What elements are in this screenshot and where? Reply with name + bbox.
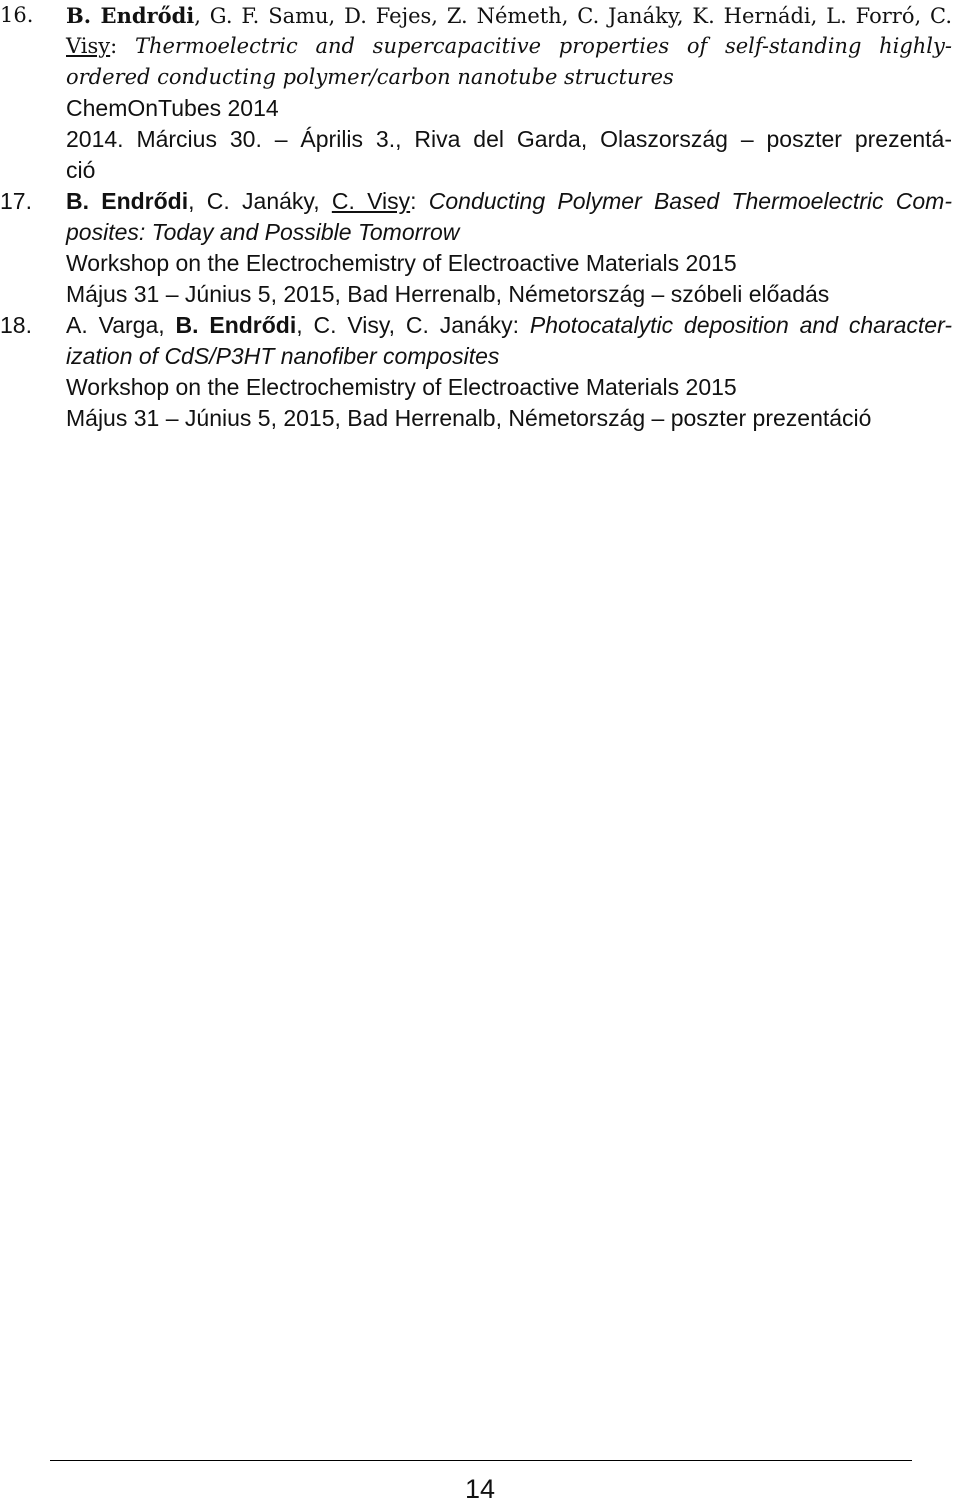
highlighted-author: B. Endrődi (175, 312, 297, 338)
conference-details: 2014. Március 30. – Április 3., Riva del Garda, Olaszország – poszter prezentá- (66, 126, 952, 152)
publication-entry-17 (0, 186, 960, 310)
entry-number: 16. (0, 3, 34, 27)
footer-rule (50, 1460, 912, 1461)
colon: : (410, 188, 429, 214)
entry-number: 17. (0, 188, 32, 214)
entry-title-continued (66, 62, 952, 93)
corresponding-author: C. Visy (331, 188, 411, 214)
entry-authors-line (66, 186, 952, 217)
publication-title-continued: ordered conducting polymer/carbon nanotube structures (66, 65, 674, 89)
publication-title: Thermoelectric and supercapacitive properties of self-standing highly- (134, 34, 952, 58)
conference-name: ChemOnTubes 2014 (66, 95, 279, 121)
co-authors: , G. F. Samu, D. Fejes, Z. Németh, C. Janáky, K. Hernádi, L. Forró, C. (194, 4, 952, 28)
page-number: 14 (464, 1474, 496, 1504)
conference-details: Május 31 – Június 5, 2015, Bad Herrenalb, Németország – szóbeli előadás (66, 281, 830, 307)
conference-name: Workshop on the Electrochemistry of Electroactive Materials 2015 (66, 374, 737, 400)
entry-number: 18. (0, 312, 32, 338)
publication-list (0, 0, 960, 434)
conference-details: Május 31 – Június 5, 2015, Bad Herrenalb, Németország – poszter prezentáció (66, 405, 872, 431)
colon: : (110, 34, 135, 58)
conference-details-continued: ció (66, 157, 96, 183)
conference-name: Workshop on the Electrochemistry of Electroactive Materials 2015 (66, 250, 737, 276)
co-authors: , C. Janáky, (188, 188, 332, 214)
publication-title-continued: posites: Today and Possible Tomorrow (66, 219, 460, 245)
first-author: A. Varga, (66, 312, 176, 338)
entry-title-continued (66, 341, 952, 372)
entry-authors-line (66, 310, 952, 341)
entry-title-line (66, 31, 952, 62)
entry-title-continued (66, 217, 952, 248)
highlighted-author: B. Endrődi (66, 3, 195, 28)
publication-title-continued: ization of CdS/P3HT nanofiber composites (66, 343, 500, 369)
corresponding-author: Visy (66, 34, 111, 58)
highlighted-author: B. Endrődi (66, 188, 189, 214)
publication-title: Conducting Polymer Based Thermoelectric Com- (428, 188, 952, 214)
publication-title: Photocatalytic deposition and character- (529, 312, 952, 338)
entry-authors-line (66, 0, 952, 31)
publication-entry-18 (0, 310, 960, 434)
publication-entry-16 (0, 0, 960, 186)
co-authors: , C. Visy, C. Janáky: (296, 312, 530, 338)
